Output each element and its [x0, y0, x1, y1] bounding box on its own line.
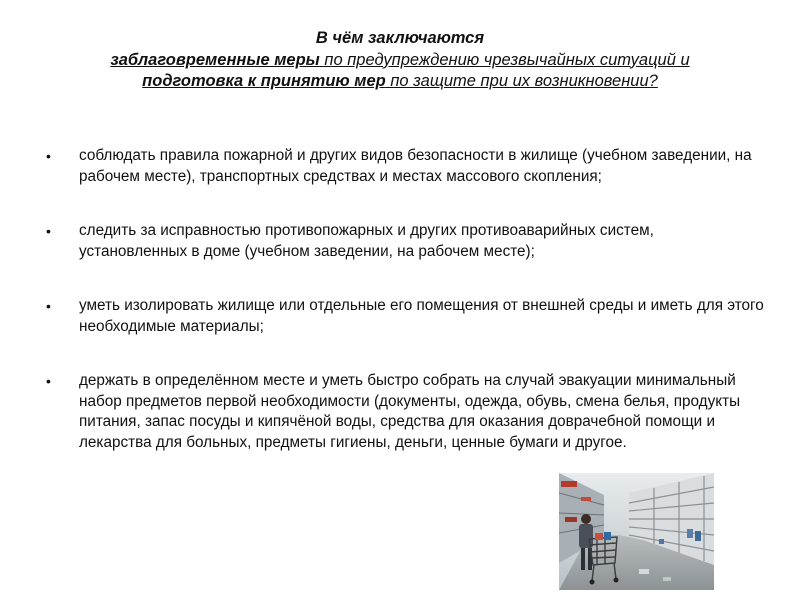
list-item: [46, 221, 766, 262]
store-shelves-photo: [559, 473, 714, 590]
title-line-3-rest: по защите при их возникновении?: [385, 72, 658, 90]
title-line-2-rest: по предупреждению чрезвычайных ситуаций и: [319, 50, 690, 69]
bullet-list: [46, 146, 766, 453]
slide-title: [30, 28, 770, 93]
list-item-text: соблюдать правила пожарной и других видов безопасности в жилище (учебном заведении, на рабочем месте), транспортных средствах и местах массового скопления;: [79, 147, 752, 185]
title-line-2: [30, 50, 770, 72]
list-item-text: уметь изолировать жилище или отдельные его помещения от внешней среды и иметь для этого необходимые материалы;: [79, 297, 764, 335]
title-line-3: [30, 71, 770, 93]
list-item-text: держать в определённом месте и уметь быстро собрать на случай эвакуации минимальный набор предметов первой необходимости (документы, одежда, обувь, смена белья, продукты питания, запас посуды и кипячёной воды, средства для оказания доврачебной помощи и лекарства для больных, предметы гигиены, деньги, ценные бумаги и другое.: [79, 372, 741, 451]
title-emphasis-1: заблаговременные меры: [110, 50, 320, 69]
list-item: [46, 371, 766, 453]
bullet-marker: •: [46, 373, 51, 389]
title-emphasis-2: подготовка к принятию мер: [142, 72, 386, 90]
bullet-marker: •: [46, 223, 51, 239]
bullet-marker: •: [46, 298, 51, 314]
list-item: [46, 296, 766, 337]
store-shelves-illustration: [559, 473, 714, 590]
list-item: [46, 146, 766, 187]
title-line-1: В чём заключаются: [315, 29, 485, 47]
list-item-text: следить за исправностью противопожарных и других противоаварийных систем, установленных в доме (учебном заведении, на рабочем месте);: [79, 222, 654, 260]
bullet-marker: •: [46, 148, 51, 164]
